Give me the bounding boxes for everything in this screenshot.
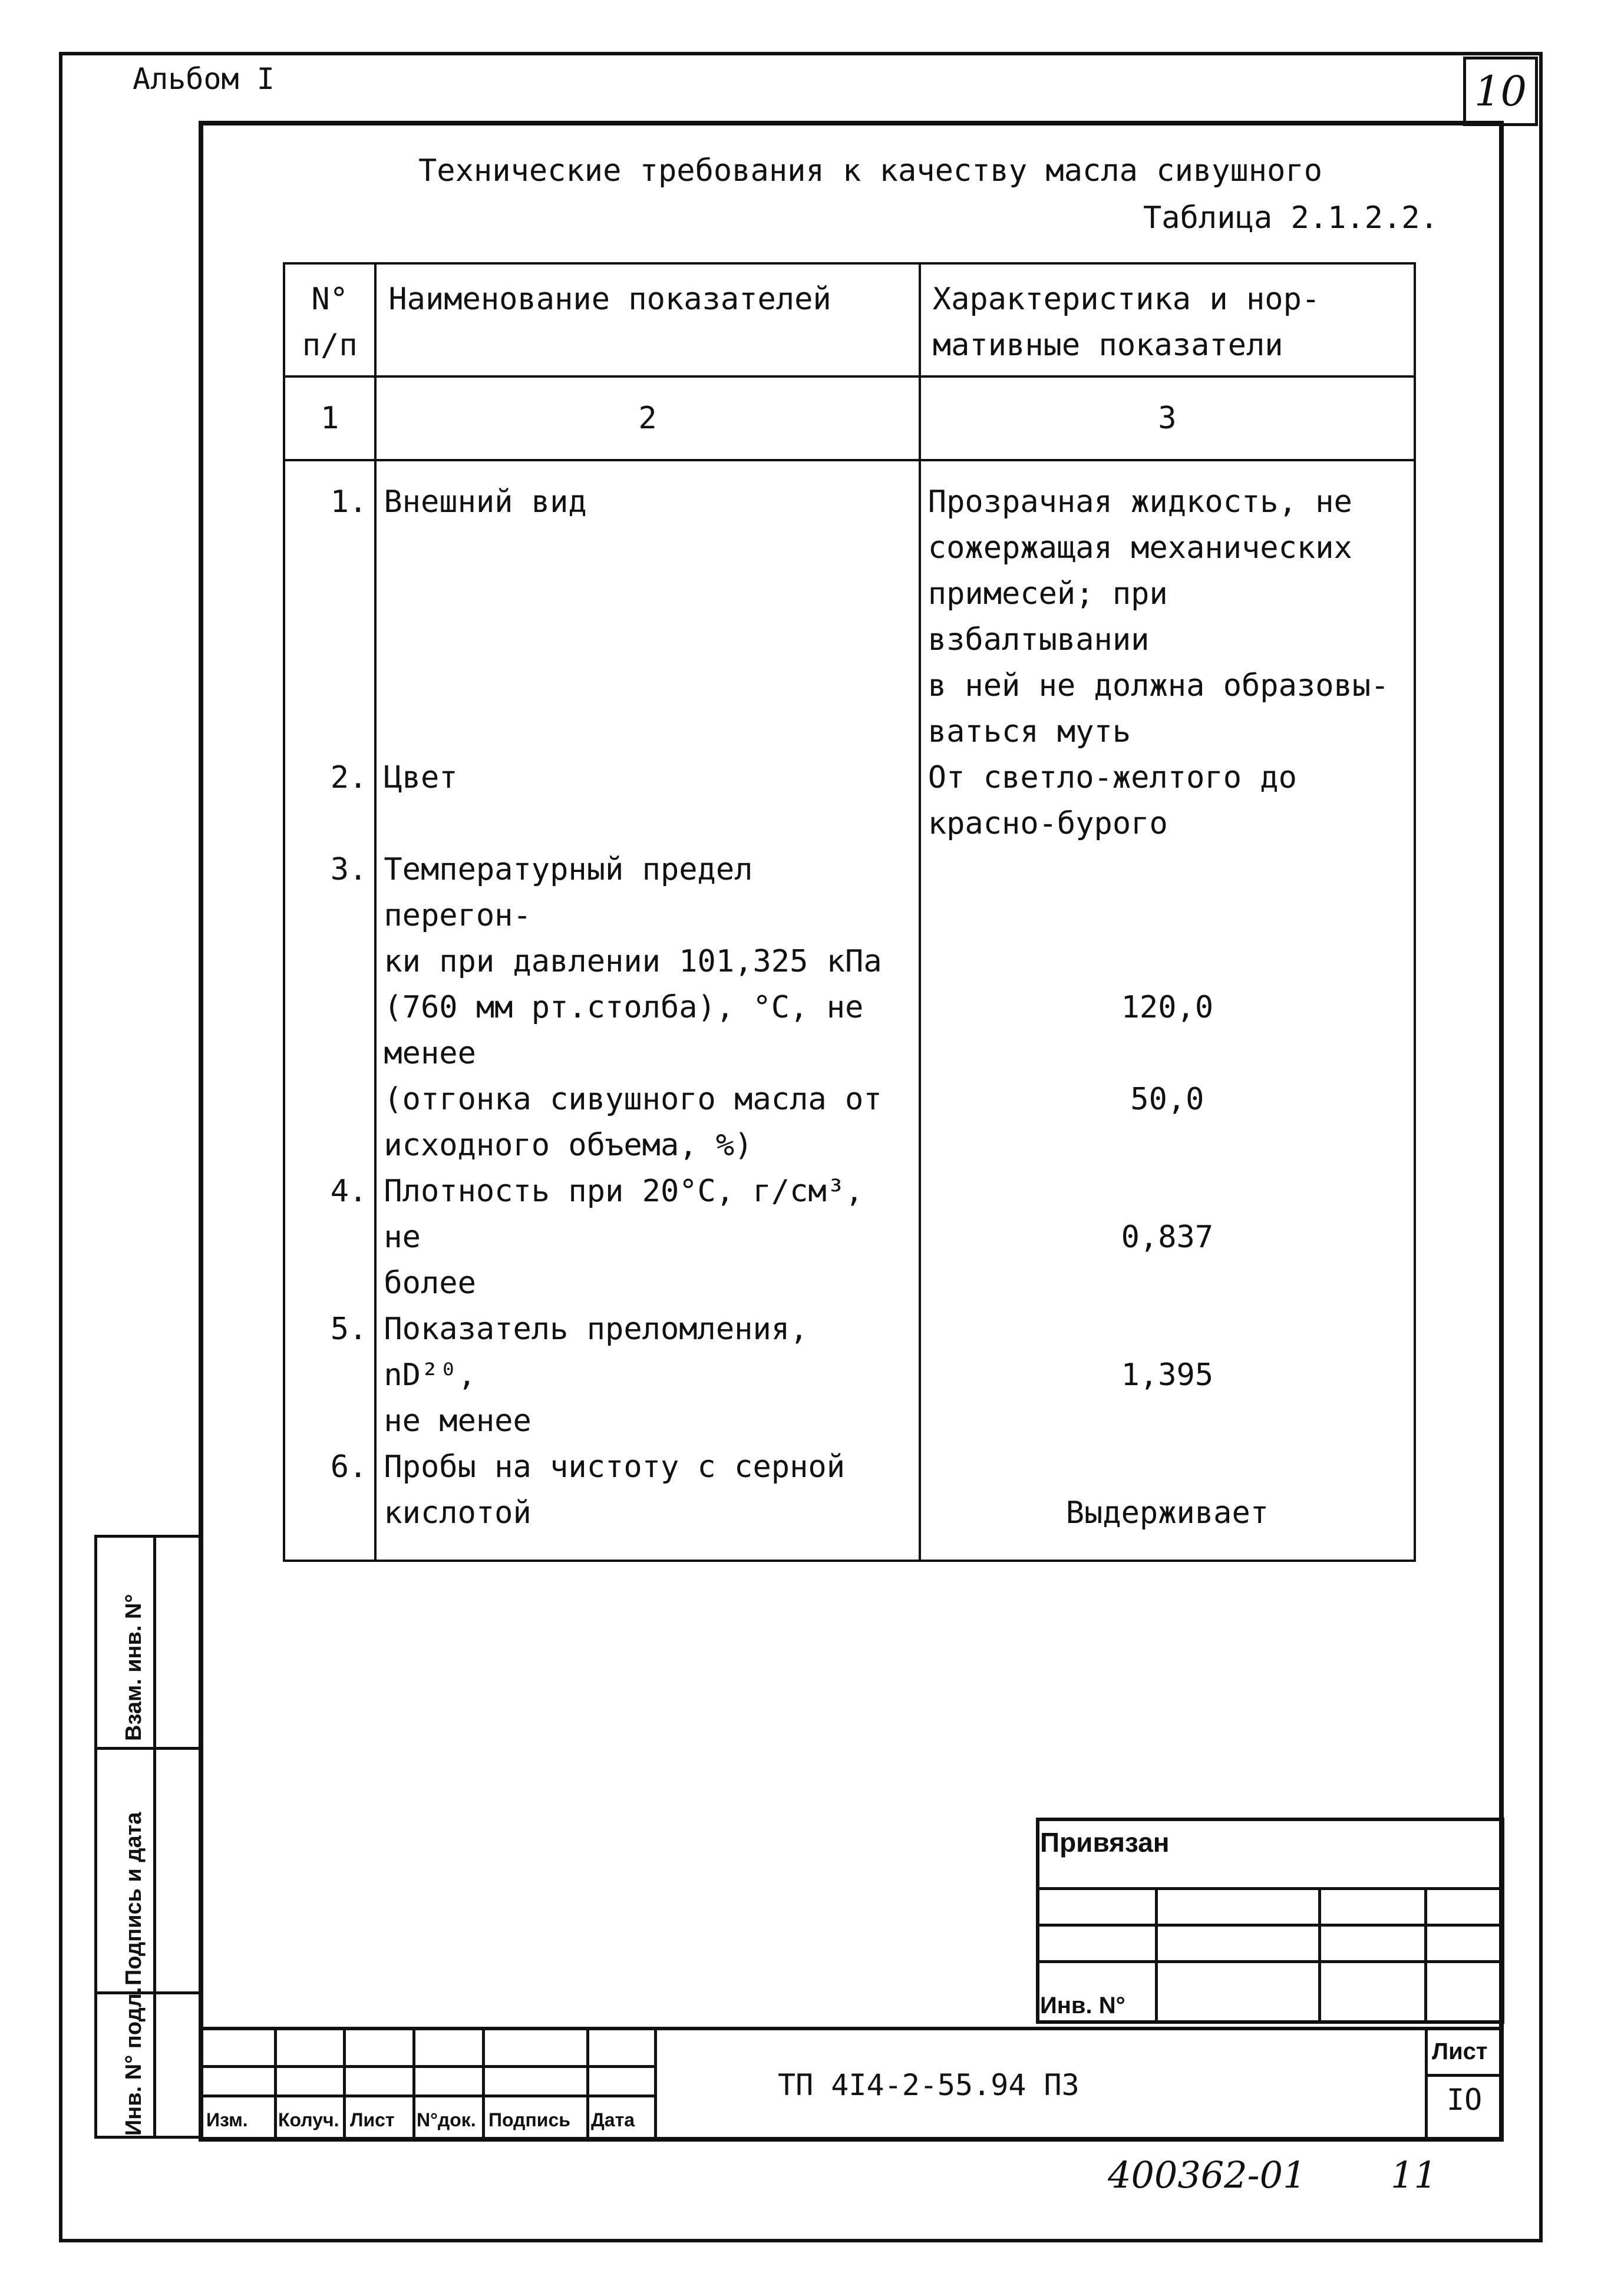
grid-line bbox=[1318, 1887, 1321, 2024]
row-name-line: Пробы на чистоту с серной bbox=[384, 1449, 846, 1485]
document-title: Технические требования к качеству масла сивушного bbox=[418, 153, 1323, 189]
col-koluch: Колуч. bbox=[278, 2109, 339, 2130]
row-name bbox=[375, 460, 919, 755]
grid-line bbox=[1036, 1887, 1504, 1890]
row-value-line: сожержащая механических bbox=[927, 530, 1352, 566]
requirements-table bbox=[283, 262, 1416, 1562]
row-number: 2. bbox=[284, 755, 375, 847]
grid-line bbox=[1036, 1924, 1504, 1927]
strip-label-inv: Инв. N° подл. bbox=[121, 1987, 146, 2136]
row-value bbox=[920, 1168, 1415, 1306]
row-value-line bbox=[928, 847, 1407, 893]
table-header-row bbox=[284, 263, 1415, 376]
row-number: 3. bbox=[284, 847, 375, 1168]
header-value: Характеристика и нор- мативные показатели bbox=[920, 263, 1415, 376]
row-value-line: 1,395 bbox=[1121, 1357, 1214, 1393]
row-value bbox=[920, 460, 1415, 755]
column-number: 1 bbox=[284, 376, 375, 460]
sheet-label: Лист bbox=[1432, 2039, 1488, 2064]
row-value-line: От светло-желтого до bbox=[927, 760, 1297, 795]
row-value-line: примесей; при взбалтывании bbox=[927, 576, 1168, 658]
grid-line bbox=[586, 2027, 589, 2142]
row-value-line: Выдерживает bbox=[1065, 1495, 1269, 1531]
privyazan-label: Привязан bbox=[1040, 1827, 1170, 1858]
grid-line bbox=[1036, 1960, 1504, 1963]
table-row bbox=[284, 847, 1415, 1168]
sheet-value: IO bbox=[1447, 2083, 1483, 2117]
row-name bbox=[375, 755, 919, 847]
column-number: 3 bbox=[920, 376, 1415, 460]
table-row bbox=[284, 1444, 1415, 1561]
grid-line bbox=[482, 2027, 485, 2142]
row-name-line: кислотой bbox=[384, 1495, 532, 1531]
row-name bbox=[375, 847, 919, 1168]
row-value-line: 50,0 bbox=[1130, 1082, 1204, 1117]
row-name-line: Внешний вид bbox=[384, 484, 587, 520]
row-name-line: исходного объема, %) bbox=[384, 1128, 753, 1163]
table-row bbox=[284, 1168, 1415, 1306]
row-value-line bbox=[928, 939, 1407, 985]
row-value bbox=[920, 1444, 1415, 1561]
row-value-line: в ней не должна образовы- bbox=[927, 668, 1389, 703]
album-label: Альбом I bbox=[133, 62, 275, 96]
strip-label-vzam: Взам. инв. N° bbox=[121, 1594, 146, 1741]
row-value-line: Прозрачная жидкость, не bbox=[927, 484, 1352, 520]
col-list: Лист bbox=[350, 2109, 395, 2130]
table-row bbox=[284, 1306, 1415, 1444]
row-number: 4. bbox=[284, 1168, 375, 1306]
row-name-line: Плотность при 20°С, г/см³, не bbox=[384, 1174, 864, 1255]
col-data: Дата bbox=[591, 2109, 635, 2130]
row-value bbox=[920, 847, 1415, 1168]
row-name bbox=[375, 1168, 919, 1306]
row-value bbox=[920, 755, 1415, 847]
row-number: 1. bbox=[284, 460, 375, 755]
row-value-line bbox=[928, 1444, 1407, 1490]
table-row bbox=[284, 755, 1415, 847]
table-row bbox=[284, 460, 1415, 755]
row-value bbox=[920, 1306, 1415, 1444]
row-value-line: красно-бурого bbox=[927, 806, 1168, 841]
grid-line bbox=[654, 2027, 657, 2142]
sheet-number-box: 10 bbox=[1463, 57, 1538, 126]
row-value-line bbox=[928, 1168, 1407, 1214]
row-name-line: более bbox=[384, 1266, 476, 1301]
grid-line bbox=[1155, 1887, 1158, 2024]
header-num: N° п/п bbox=[284, 263, 375, 376]
row-value-line bbox=[928, 1306, 1407, 1352]
row-name bbox=[375, 1444, 919, 1561]
row-name-line: Температурный предел перегон- bbox=[384, 852, 753, 933]
grid-line bbox=[1425, 2074, 1504, 2077]
row-value-line: 120,0 bbox=[1121, 990, 1214, 1025]
binding-strip bbox=[94, 1535, 203, 2139]
row-name bbox=[375, 1306, 919, 1444]
row-name-line: не менее bbox=[384, 1403, 532, 1439]
col-podpis: Подпись bbox=[488, 2109, 570, 2130]
row-number: 5. bbox=[284, 1306, 375, 1444]
row-name-line: ки при давлении 101,325 кПа bbox=[384, 944, 882, 979]
grid-line bbox=[343, 2027, 346, 2142]
inv-no-label: Инв. N° bbox=[1040, 1993, 1125, 2019]
page-number: 11 bbox=[1391, 2153, 1437, 2196]
grid-line bbox=[1424, 1887, 1427, 2024]
column-number-row bbox=[284, 376, 1415, 460]
row-value-line bbox=[928, 1030, 1407, 1076]
grid-line bbox=[1425, 2027, 1428, 2142]
strip-label-signature: Подпись и дата bbox=[121, 1812, 146, 1986]
col-izm: Изм. bbox=[206, 2109, 248, 2130]
table-caption: Таблица 2.1.2.2. bbox=[1143, 200, 1438, 236]
grid-line bbox=[274, 2027, 277, 2142]
row-value-line: ваться муть bbox=[927, 714, 1131, 749]
row-number: 6. bbox=[284, 1444, 375, 1561]
col-ndok: N°док. bbox=[417, 2109, 476, 2130]
row-value-line: 0,837 bbox=[1121, 1220, 1214, 1255]
stamp-number: 400362-01 bbox=[1108, 2153, 1306, 2196]
row-name-line: Цвет bbox=[384, 760, 458, 795]
strip-line bbox=[94, 1991, 203, 1994]
document-code: ТП 4I4-2-55.94 ПЗ bbox=[778, 2068, 1080, 2102]
header-name: Наименование показателей bbox=[375, 263, 919, 376]
row-name-line: (760 мм рт.столба), °С, не bbox=[384, 990, 864, 1025]
strip-line bbox=[94, 1747, 203, 1750]
column-number: 2 bbox=[375, 376, 919, 460]
row-value-line bbox=[928, 893, 1407, 939]
grid-line bbox=[412, 2027, 415, 2142]
strip-divider bbox=[153, 1535, 156, 2139]
table-body bbox=[284, 460, 1415, 1561]
row-name-line: менее bbox=[384, 1036, 476, 1071]
row-name-line: Показатель преломления, nD²⁰, bbox=[384, 1311, 808, 1393]
row-name-line: (отгонка сивушного масла от bbox=[384, 1082, 882, 1117]
